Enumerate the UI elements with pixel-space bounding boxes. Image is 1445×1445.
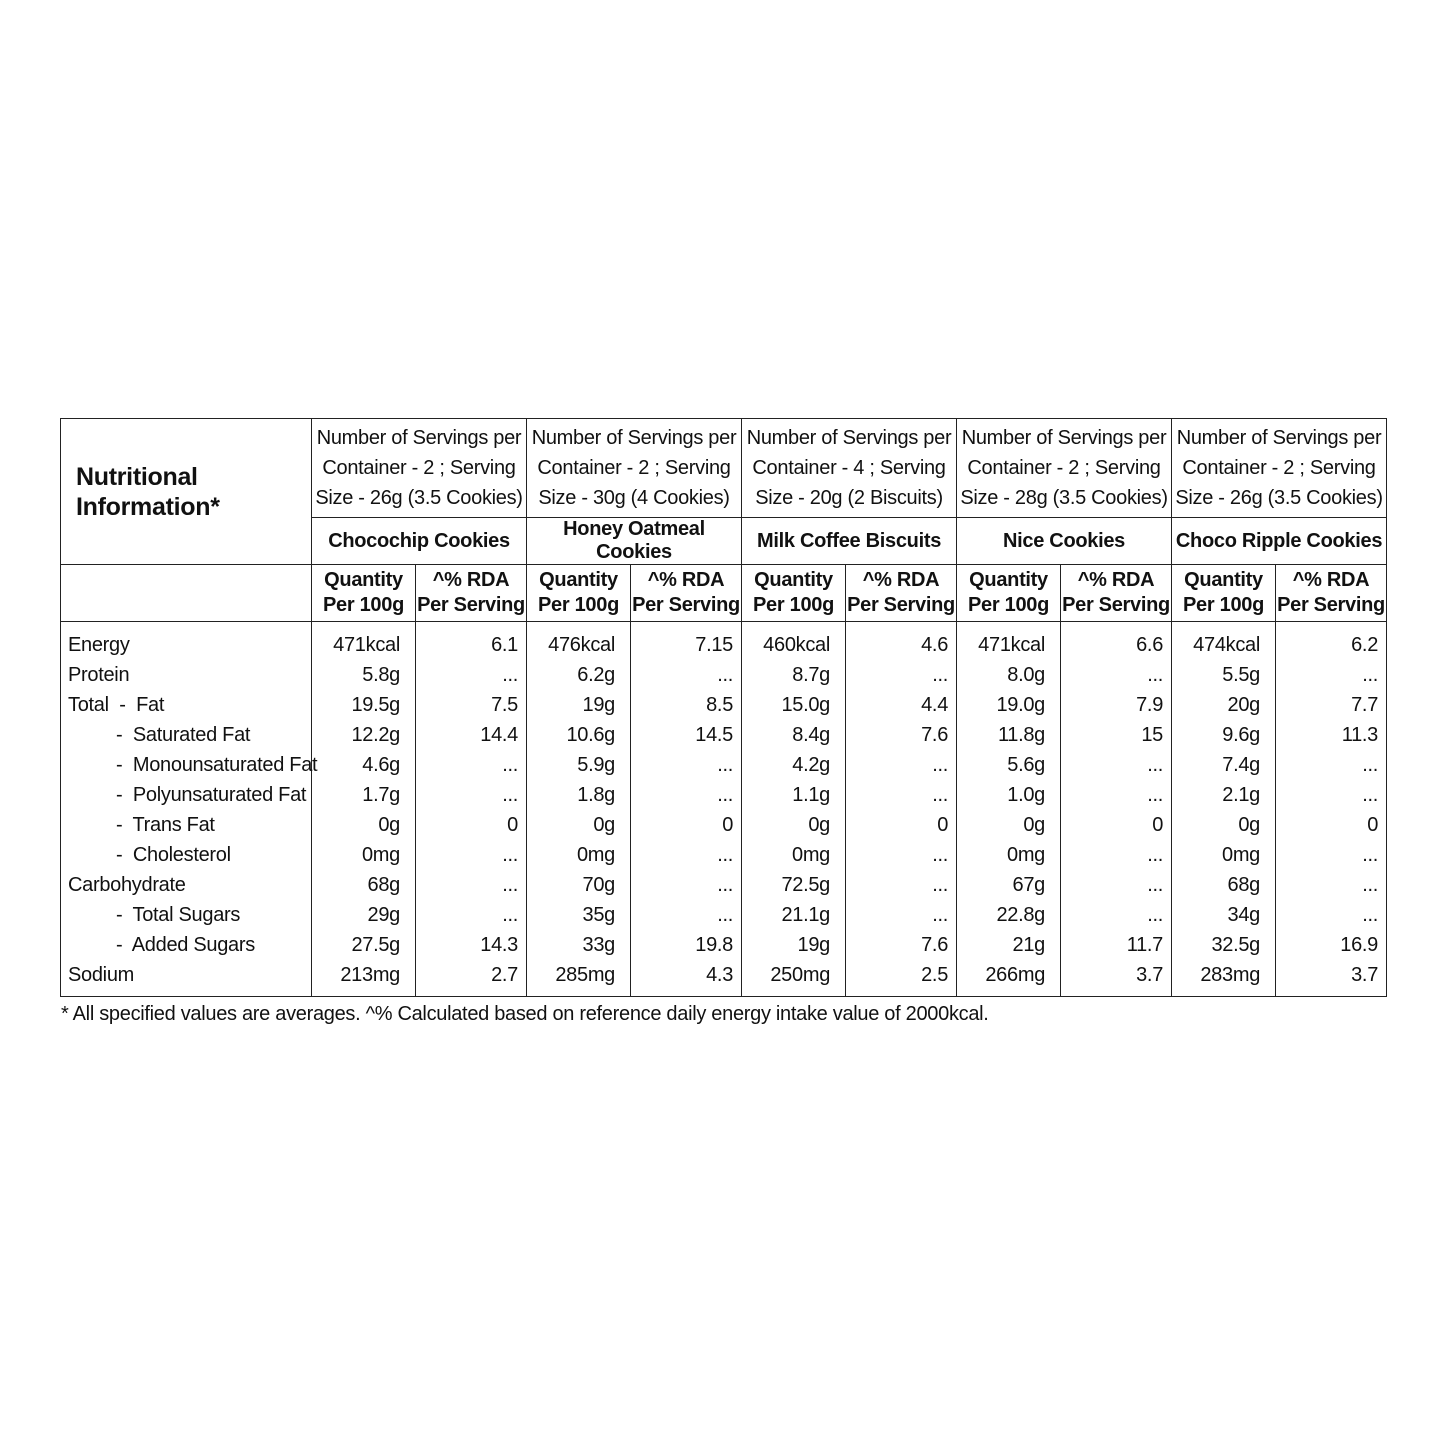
rda-value: ... bbox=[416, 750, 527, 780]
nutrient-row bbox=[61, 960, 1387, 997]
qty-value: 471kcal bbox=[312, 622, 416, 661]
rda-value: ... bbox=[846, 840, 957, 870]
qty-value: 0mg bbox=[312, 840, 416, 870]
nutrient-body bbox=[61, 622, 1387, 997]
qty-value: 67g bbox=[957, 870, 1061, 900]
rda-value: ... bbox=[1276, 660, 1387, 690]
rda-value: 0 bbox=[416, 810, 527, 840]
qty-value: 1.8g bbox=[527, 780, 631, 810]
nutrient-row bbox=[61, 930, 1387, 960]
table-title: Nutritional Information* bbox=[61, 419, 312, 565]
qty-value: 10.6g bbox=[527, 720, 631, 750]
qty-header: Quantity Per 100g bbox=[312, 565, 416, 622]
nutrient-label: - Polyunsaturated Fat bbox=[61, 780, 312, 810]
qty-value: 19g bbox=[527, 690, 631, 720]
qty-value: 19.0g bbox=[957, 690, 1061, 720]
qty-value: 72.5g bbox=[742, 870, 846, 900]
rda-value: ... bbox=[631, 870, 742, 900]
qty-header: Quantity Per 100g bbox=[527, 565, 631, 622]
product-name-nice: Nice Cookies bbox=[957, 518, 1172, 565]
qty-value: 471kcal bbox=[957, 622, 1061, 661]
nutrient-label: Energy bbox=[61, 622, 312, 661]
qty-value: 32.5g bbox=[1172, 930, 1276, 960]
qty-value: 12.2g bbox=[312, 720, 416, 750]
rda-value: 19.8 bbox=[631, 930, 742, 960]
qty-value: 0g bbox=[742, 810, 846, 840]
rda-value: 7.6 bbox=[846, 720, 957, 750]
qty-value: 9.6g bbox=[1172, 720, 1276, 750]
qty-value: 34g bbox=[1172, 900, 1276, 930]
nutrient-row bbox=[61, 780, 1387, 810]
qty-value: 1.7g bbox=[312, 780, 416, 810]
rda-value: ... bbox=[1061, 870, 1172, 900]
rda-value: ... bbox=[1061, 750, 1172, 780]
product-name-milk-coffee: Milk Coffee Biscuits bbox=[742, 518, 957, 565]
product-name-choco-ripple: Choco Ripple Cookies bbox=[1172, 518, 1387, 565]
qty-value: 2.1g bbox=[1172, 780, 1276, 810]
qty-value: 5.8g bbox=[312, 660, 416, 690]
rda-value: 7.15 bbox=[631, 622, 742, 661]
rda-value: ... bbox=[416, 870, 527, 900]
rda-value: 11.7 bbox=[1061, 930, 1172, 960]
rda-value: 0 bbox=[1276, 810, 1387, 840]
serving-info-choco-ripple: Number of Servings per Container - 2 ; Serving Size - 26g (3.5 Cookies) bbox=[1172, 419, 1387, 518]
rda-value: 0 bbox=[846, 810, 957, 840]
rda-value: ... bbox=[1061, 780, 1172, 810]
rda-value: ... bbox=[416, 780, 527, 810]
rda-value: 14.3 bbox=[416, 930, 527, 960]
rda-header: ^% RDA Per Serving bbox=[631, 565, 742, 622]
rda-value: 6.1 bbox=[416, 622, 527, 661]
qty-value: 283mg bbox=[1172, 960, 1276, 997]
rda-value: ... bbox=[1061, 900, 1172, 930]
rda-value: 14.4 bbox=[416, 720, 527, 750]
rda-value: 3.7 bbox=[1061, 960, 1172, 997]
rda-value: 6.6 bbox=[1061, 622, 1172, 661]
rda-value: ... bbox=[631, 660, 742, 690]
rda-value: ... bbox=[416, 840, 527, 870]
nutrient-row bbox=[61, 810, 1387, 840]
qty-header: Quantity Per 100g bbox=[957, 565, 1061, 622]
qty-value: 285mg bbox=[527, 960, 631, 997]
rda-value: 7.7 bbox=[1276, 690, 1387, 720]
qty-value: 21g bbox=[957, 930, 1061, 960]
rda-value: 8.5 bbox=[631, 690, 742, 720]
qty-value: 0mg bbox=[742, 840, 846, 870]
rda-value: 4.4 bbox=[846, 690, 957, 720]
rda-value: ... bbox=[846, 900, 957, 930]
rda-value: 6.2 bbox=[1276, 622, 1387, 661]
rda-header: ^% RDA Per Serving bbox=[1276, 565, 1387, 622]
rda-value: ... bbox=[1276, 840, 1387, 870]
rda-value: 14.5 bbox=[631, 720, 742, 750]
rda-value: 0 bbox=[631, 810, 742, 840]
nutrient-row bbox=[61, 750, 1387, 780]
qty-value: 68g bbox=[1172, 870, 1276, 900]
nutrient-label: - Saturated Fat bbox=[61, 720, 312, 750]
nutrient-label: Sodium bbox=[61, 960, 312, 997]
rda-value: ... bbox=[1276, 780, 1387, 810]
column-header-row bbox=[61, 565, 1387, 622]
rda-value: ... bbox=[846, 750, 957, 780]
qty-value: 5.6g bbox=[957, 750, 1061, 780]
qty-header: Quantity Per 100g bbox=[742, 565, 846, 622]
qty-value: 213mg bbox=[312, 960, 416, 997]
qty-value: 0mg bbox=[1172, 840, 1276, 870]
rda-value: 3.7 bbox=[1276, 960, 1387, 997]
rda-value: 7.9 bbox=[1061, 690, 1172, 720]
rda-value: ... bbox=[416, 660, 527, 690]
rda-value: ... bbox=[846, 870, 957, 900]
rda-value: 2.7 bbox=[416, 960, 527, 997]
rda-header: ^% RDA Per Serving bbox=[846, 565, 957, 622]
rda-value: ... bbox=[416, 900, 527, 930]
nutrient-label: - Trans Fat bbox=[61, 810, 312, 840]
rda-value: ... bbox=[1276, 870, 1387, 900]
nutrient-row bbox=[61, 720, 1387, 750]
qty-value: 474kcal bbox=[1172, 622, 1276, 661]
rda-value: ... bbox=[1061, 660, 1172, 690]
rda-value: 4.3 bbox=[631, 960, 742, 997]
rda-value: 0 bbox=[1061, 810, 1172, 840]
qty-value: 266mg bbox=[957, 960, 1061, 997]
nutrient-row bbox=[61, 900, 1387, 930]
qty-value: 250mg bbox=[742, 960, 846, 997]
qty-value: 5.5g bbox=[1172, 660, 1276, 690]
qty-value: 0mg bbox=[527, 840, 631, 870]
nutrient-label: - Total Sugars bbox=[61, 900, 312, 930]
qty-value: 20g bbox=[1172, 690, 1276, 720]
nutrition-table bbox=[60, 418, 1387, 997]
qty-value: 27.5g bbox=[312, 930, 416, 960]
rda-value: 15 bbox=[1061, 720, 1172, 750]
rda-value: 7.5 bbox=[416, 690, 527, 720]
serving-info-row bbox=[61, 419, 1387, 518]
qty-value: 0g bbox=[527, 810, 631, 840]
rda-value: 4.6 bbox=[846, 622, 957, 661]
qty-value: 22.8g bbox=[957, 900, 1061, 930]
qty-value: 70g bbox=[527, 870, 631, 900]
product-name-chocochip: Chocochip Cookies bbox=[312, 518, 527, 565]
rda-value: ... bbox=[1061, 840, 1172, 870]
rda-value: 2.5 bbox=[846, 960, 957, 997]
nutrient-row bbox=[61, 622, 1387, 661]
nutrient-row bbox=[61, 840, 1387, 870]
qty-value: 8.4g bbox=[742, 720, 846, 750]
qty-value: 11.8g bbox=[957, 720, 1061, 750]
rda-value: ... bbox=[1276, 750, 1387, 780]
qty-value: 4.6g bbox=[312, 750, 416, 780]
rda-value: ... bbox=[846, 780, 957, 810]
rda-value: 11.3 bbox=[1276, 720, 1387, 750]
qty-header: Quantity Per 100g bbox=[1172, 565, 1276, 622]
rda-value: ... bbox=[1276, 900, 1387, 930]
qty-value: 0g bbox=[1172, 810, 1276, 840]
product-name-honey-oatmeal: Honey Oatmeal Cookies bbox=[527, 518, 742, 565]
qty-value: 476kcal bbox=[527, 622, 631, 661]
qty-value: 0mg bbox=[957, 840, 1061, 870]
qty-value: 0g bbox=[312, 810, 416, 840]
nutrient-label: - Monounsaturated Fat bbox=[61, 750, 312, 780]
nutrient-row bbox=[61, 690, 1387, 720]
rda-value: ... bbox=[631, 900, 742, 930]
qty-value: 0g bbox=[957, 810, 1061, 840]
qty-value: 1.1g bbox=[742, 780, 846, 810]
qty-value: 1.0g bbox=[957, 780, 1061, 810]
qty-value: 8.7g bbox=[742, 660, 846, 690]
rda-value: ... bbox=[846, 660, 957, 690]
qty-value: 33g bbox=[527, 930, 631, 960]
qty-value: 19.5g bbox=[312, 690, 416, 720]
serving-info-honey-oatmeal: Number of Servings per Container - 2 ; Serving Size - 30g (4 Cookies) bbox=[527, 419, 742, 518]
qty-value: 6.2g bbox=[527, 660, 631, 690]
serving-info-chocochip: Number of Servings per Container - 2 ; Serving Size - 26g (3.5 Cookies) bbox=[312, 419, 527, 518]
rda-value: 7.6 bbox=[846, 930, 957, 960]
rda-value: 16.9 bbox=[1276, 930, 1387, 960]
nutrient-label: Protein bbox=[61, 660, 312, 690]
nutrient-label: - Cholesterol bbox=[61, 840, 312, 870]
nutrient-label: - Added Sugars bbox=[61, 930, 312, 960]
nutrient-row bbox=[61, 870, 1387, 900]
rda-value: ... bbox=[631, 750, 742, 780]
footnote: * All specified values are averages. ^% Calculated based on reference daily energy intake value of 2000kcal. bbox=[61, 1003, 989, 1025]
qty-value: 21.1g bbox=[742, 900, 846, 930]
nutrient-label: Carbohydrate bbox=[61, 870, 312, 900]
qty-value: 8.0g bbox=[957, 660, 1061, 690]
qty-value: 29g bbox=[312, 900, 416, 930]
qty-value: 460kcal bbox=[742, 622, 846, 661]
qty-value: 68g bbox=[312, 870, 416, 900]
serving-info-nice: Number of Servings per Container - 2 ; Serving Size - 28g (3.5 Cookies) bbox=[957, 419, 1172, 518]
nutrient-row bbox=[61, 660, 1387, 690]
rda-value: ... bbox=[631, 840, 742, 870]
qty-value: 35g bbox=[527, 900, 631, 930]
qty-value: 7.4g bbox=[1172, 750, 1276, 780]
serving-info-milk-coffee: Number of Servings per Container - 4 ; Serving Size - 20g (2 Biscuits) bbox=[742, 419, 957, 518]
qty-value: 4.2g bbox=[742, 750, 846, 780]
rda-value: ... bbox=[631, 780, 742, 810]
qty-value: 5.9g bbox=[527, 750, 631, 780]
qty-value: 19g bbox=[742, 930, 846, 960]
rda-header: ^% RDA Per Serving bbox=[416, 565, 527, 622]
rda-header: ^% RDA Per Serving bbox=[1061, 565, 1172, 622]
blank-header-cell bbox=[61, 565, 312, 622]
qty-value: 15.0g bbox=[742, 690, 846, 720]
nutrient-label: Total - Fat bbox=[61, 690, 312, 720]
